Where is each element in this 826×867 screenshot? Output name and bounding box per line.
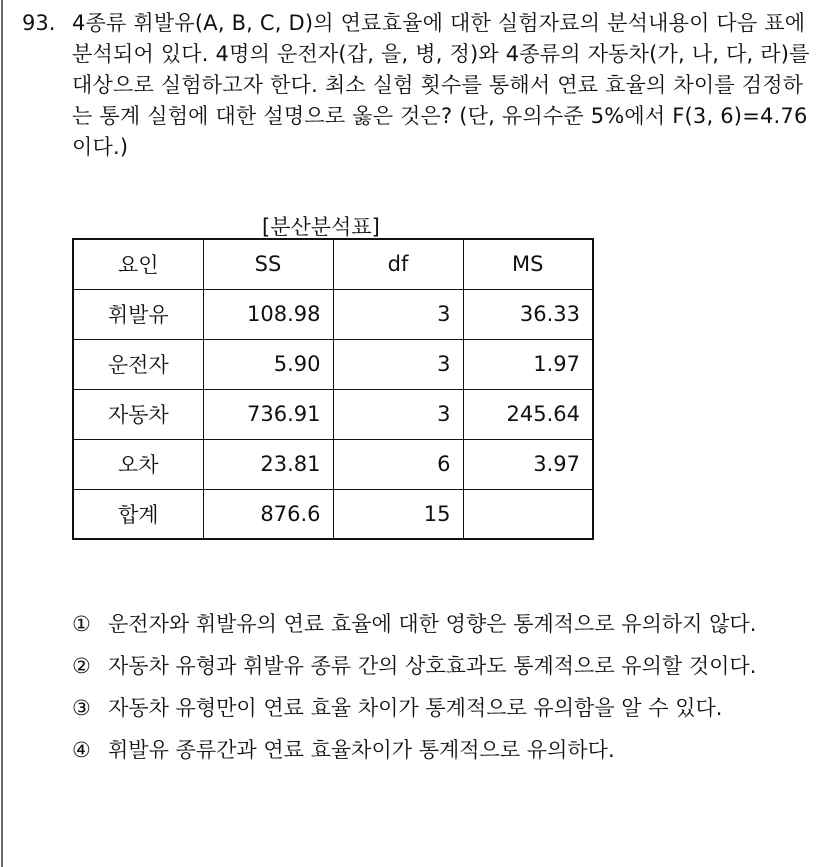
anova-table <box>72 238 594 540</box>
cell-factor: 합계 <box>73 489 203 539</box>
option-marker: ③ <box>72 696 91 720</box>
option-marker: ② <box>72 654 91 678</box>
cell-ss: 876.6 <box>203 489 333 539</box>
option-text: 운전자와 휘발유의 연료 효율에 대한 영향은 통계적으로 유의하지 않다. <box>108 612 757 636</box>
cell-df: 6 <box>333 439 463 489</box>
option-4[interactable] <box>72 734 772 767</box>
header-df: df <box>333 239 463 289</box>
question-number: 93. <box>22 11 56 35</box>
header-ms: MS <box>463 239 593 289</box>
cell-ms: 3.97 <box>463 439 593 489</box>
cell-ss: 23.81 <box>203 439 333 489</box>
answer-options <box>72 608 772 776</box>
table-row <box>73 389 593 439</box>
header-ss: SS <box>203 239 333 289</box>
option-marker: ① <box>72 612 91 636</box>
cell-factor: 운전자 <box>73 339 203 389</box>
question-text: 4종류 휘발유(A, B, C, D)의 연료효율에 대한 실험자료의 분석내용이 다음 표에 분석되어 있다. 4명의 운전자(갑, 을, 병, 정)와 4종류의 자동차(가, 나, 다, 라)를 대상으로 실험하고자 한다. 최소 실험 횟수를 통해서 연료 효율의 차이를 검정하는 통계 실험에 대한 설명으로 옳은 것은? (단, 유의수준 5%에서 F(3, 6)=4.76 이다.) <box>72 11 810 159</box>
cell-ms: 36.33 <box>463 289 593 339</box>
table-row <box>73 439 593 489</box>
cell-df: 3 <box>333 289 463 339</box>
option-text: 자동차 유형과 휘발유 종류 간의 상호효과도 통계적으로 유의할 것이다. <box>108 654 757 678</box>
cell-ms: 245.64 <box>463 389 593 439</box>
cell-ss: 108.98 <box>203 289 333 339</box>
cell-df: 15 <box>333 489 463 539</box>
cell-ss: 736.91 <box>203 389 333 439</box>
cell-factor: 오차 <box>73 439 203 489</box>
table-title: [분산분석표] <box>262 215 380 239</box>
cell-ms <box>463 489 593 539</box>
option-2[interactable] <box>72 650 772 683</box>
option-text: 자동차 유형만이 연료 효율 차이가 통계적으로 유의함을 알 수 있다. <box>108 696 723 720</box>
table-row-total <box>73 489 593 539</box>
table-row <box>73 289 593 339</box>
option-1[interactable] <box>72 608 772 641</box>
cell-ss: 5.90 <box>203 339 333 389</box>
page-border <box>1 0 3 867</box>
table-row <box>73 339 593 389</box>
option-text: 휘발유 종류간과 연료 효율차이가 통계적으로 유의하다. <box>108 738 615 762</box>
header-factor: 요인 <box>73 239 203 289</box>
table-header-row <box>73 239 593 289</box>
option-3[interactable] <box>72 692 772 725</box>
cell-df: 3 <box>333 389 463 439</box>
cell-ms: 1.97 <box>463 339 593 389</box>
cell-factor: 자동차 <box>73 389 203 439</box>
cell-factor: 휘발유 <box>73 289 203 339</box>
question <box>22 8 812 163</box>
option-marker: ④ <box>72 738 91 762</box>
cell-df: 3 <box>333 339 463 389</box>
